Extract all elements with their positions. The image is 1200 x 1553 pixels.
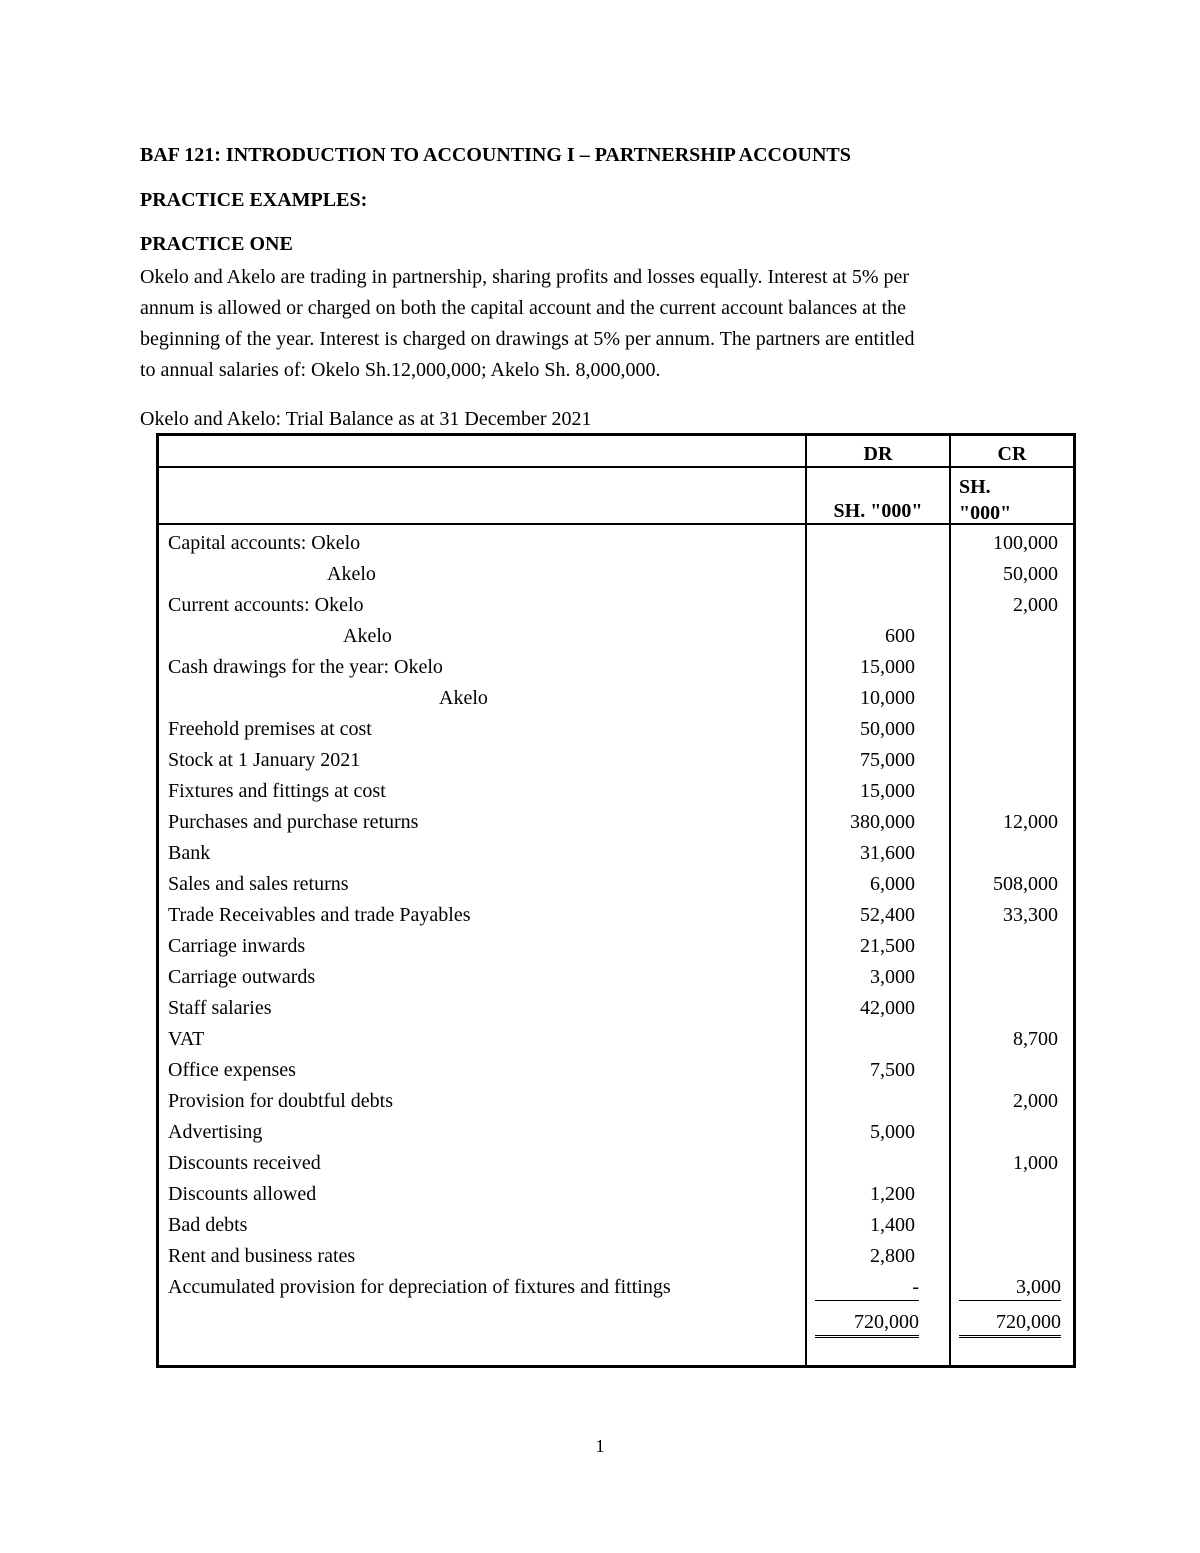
row-label: Bank [168,842,211,864]
table-row [159,1241,1073,1272]
table-row [159,745,1073,776]
row-label: Purchases and purchase returns [168,811,419,833]
table-row [159,1055,1073,1086]
dr-amount: 15,000 [860,780,915,802]
row-label: Akelo [343,625,392,647]
table-row [159,838,1073,869]
cr-amount: 33,300 [1003,904,1058,926]
table-row [159,931,1073,962]
table-row [159,683,1073,714]
row-label: Carriage outwards [168,966,316,988]
dr-total: 720,000 [815,1309,919,1338]
cr-unit-header [959,474,1011,526]
header-divider [159,466,1073,468]
problem-paragraph [140,262,1070,386]
dr-amount: 10,000 [860,687,915,709]
table-row [159,528,1073,559]
cr-unit-line: SH. [959,476,991,498]
subsection-heading: PRACTICE ONE [140,233,293,255]
table-row [159,1272,1073,1303]
row-label: Akelo [439,687,488,709]
dr-amount: - [815,1274,919,1301]
table-row [159,1086,1073,1117]
row-label: VAT [168,1028,205,1050]
row-label: Discounts allowed [168,1183,317,1205]
dr-amount: 15,000 [860,656,915,678]
row-label: Capital accounts: Okelo [168,532,361,554]
row-label: Advertising [168,1121,263,1143]
dr-amount: 2,800 [870,1245,915,1267]
trial-balance-caption: Okelo and Akelo: Trial Balance as at 31 December 2021 [140,408,592,430]
table-row [159,1179,1073,1210]
row-label: Accumulated provision for depreciation of fixtures and fittings [168,1276,671,1298]
section-heading: PRACTICE EXAMPLES: [140,189,368,211]
dr-amount: 21,500 [860,935,915,957]
paragraph-line: beginning of the year. Interest is charged on drawings at 5% per annum. The partners are entitled [140,328,915,350]
cr-header: CR [997,443,1027,465]
table-row [159,1117,1073,1148]
cr-amount: 12,000 [1003,811,1058,833]
dr-amount: 7,500 [870,1059,915,1081]
dr-amount: 1,200 [870,1183,915,1205]
row-label: Bad debts [168,1214,248,1236]
cr-amount: 2,000 [1013,594,1058,616]
cr-amount: 508,000 [993,873,1058,895]
trial-balance-table [156,433,1076,1368]
table-row [159,807,1073,838]
cr-amount: 8,700 [1013,1028,1058,1050]
table-row [159,621,1073,652]
dr-amount: 380,000 [850,811,915,833]
document-title: BAF 121: INTRODUCTION TO ACCOUNTING I – PARTNERSHIP ACCOUNTS [140,144,851,166]
dr-amount: 42,000 [860,997,915,1019]
cr-amount: 50,000 [1003,563,1058,585]
row-label: Freehold premises at cost [168,718,372,740]
table-row [159,962,1073,993]
table-row [159,869,1073,900]
dr-amount: 50,000 [860,718,915,740]
dr-amount: 1,400 [870,1214,915,1236]
table-row [159,900,1073,931]
row-label: Fixtures and fittings at cost [168,780,386,802]
paragraph-line: Okelo and Akelo are trading in partnership, sharing profits and losses equally. Interest at 5% per [140,266,910,288]
row-label: Akelo [327,563,376,585]
cr-amount: 3,000 [959,1274,1061,1301]
row-label: Trade Receivables and trade Payables [168,904,471,926]
row-label: Current accounts: Okelo [168,594,364,616]
cr-amount: 100,000 [993,532,1058,554]
row-label: Stock at 1 January 2021 [168,749,361,771]
row-label: Cash drawings for the year: Okelo [168,656,443,678]
row-label: Staff salaries [168,997,272,1019]
table-row [159,1024,1073,1055]
table-row [159,1148,1073,1179]
table-row [159,714,1073,745]
cr-unit-line: "000" [959,502,1012,524]
table-row [159,652,1073,683]
dr-amount: 5,000 [870,1121,915,1143]
row-label: Carriage inwards [168,935,306,957]
dr-amount: 6,000 [870,873,915,895]
dr-amount: 52,400 [860,904,915,926]
table-row [159,1210,1073,1241]
table-row [159,559,1073,590]
row-label: Office expenses [168,1059,296,1081]
row-label: Discounts received [168,1152,321,1174]
header-bottom-divider [159,523,1073,525]
dr-amount: 3,000 [870,966,915,988]
row-label: Provision for doubtful debts [168,1090,393,1112]
dr-amount: 600 [885,625,915,647]
paragraph-line: annum is allowed or charged on both the capital account and the current account balances at the [140,297,906,319]
cr-total: 720,000 [959,1309,1061,1338]
table-row [159,776,1073,807]
dr-unit-header: SH. "000" [833,500,923,522]
dr-header: DR [863,443,893,465]
dr-amount: 75,000 [860,749,915,771]
row-label: Sales and sales returns [168,873,349,895]
cr-amount: 1,000 [1013,1152,1058,1174]
paragraph-line: to annual salaries of: Okelo Sh.12,000,000; Akelo Sh. 8,000,000. [140,359,661,381]
table-row [159,590,1073,621]
dr-amount: 31,600 [860,842,915,864]
cr-amount: 2,000 [1013,1090,1058,1112]
page-number: 1 [595,1436,605,1456]
row-label: Rent and business rates [168,1245,356,1267]
table-row [159,993,1073,1024]
